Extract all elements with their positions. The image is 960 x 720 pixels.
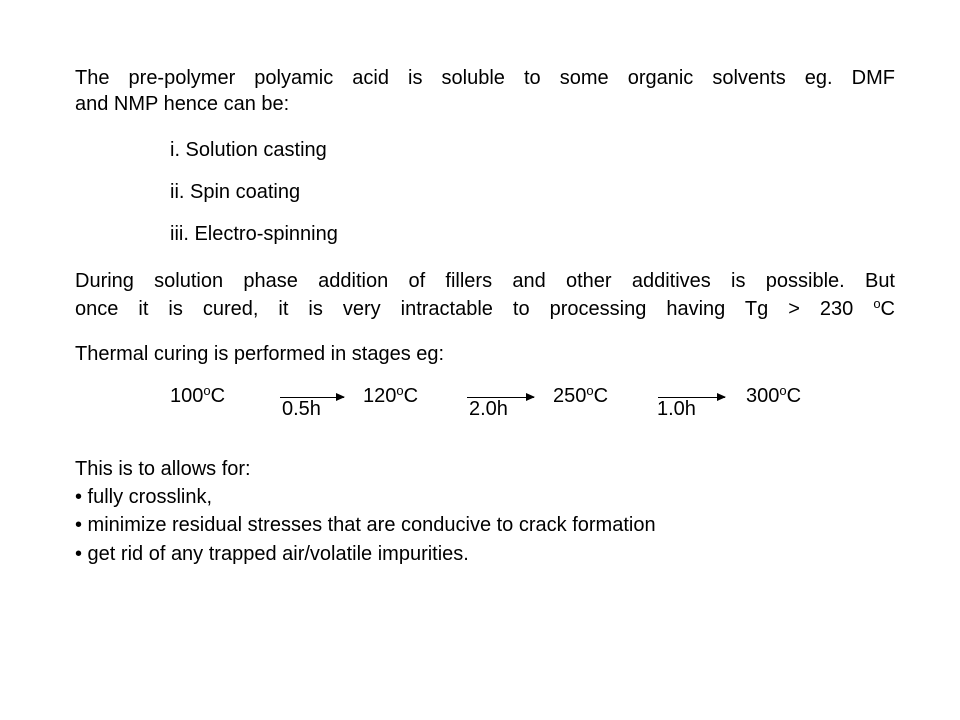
curing-duration-1: 0.5h bbox=[282, 398, 321, 420]
curing-step-1-sup: o bbox=[203, 383, 211, 398]
curing-step-2-sup: o bbox=[396, 383, 404, 398]
intro-line-2-text: and NMP hence can be: bbox=[75, 93, 290, 115]
intro-line-1 bbox=[75, 65, 895, 91]
curing-step-4 bbox=[746, 384, 801, 408]
curing-step-1 bbox=[170, 384, 225, 408]
method-item-1: i. Solution casting bbox=[170, 139, 327, 161]
curing-duration-3: 1.0h bbox=[657, 398, 696, 420]
intro-line-2 bbox=[75, 91, 895, 117]
method-item-3: iii. Electro-spinning bbox=[170, 223, 338, 245]
curing-step-3 bbox=[553, 384, 608, 408]
fillers-degree-unit: C bbox=[880, 298, 895, 320]
curing-step-3-value: 250 bbox=[553, 385, 587, 407]
arrowhead-icon bbox=[336, 393, 345, 401]
reasons-intro: This is to allows for: bbox=[75, 458, 251, 480]
curing-step-2 bbox=[363, 384, 418, 408]
curing-step-2-value: 120 bbox=[363, 385, 397, 407]
arrowhead-icon bbox=[717, 393, 726, 401]
fillers-line-2-prefix: once it is cured, it is very intractable to processing having Tg > 230 bbox=[75, 298, 874, 320]
curing-step-3-unit: C bbox=[593, 385, 609, 407]
reason-item-2: • minimize residual stresses that are conducive to crack formation bbox=[75, 514, 656, 536]
curing-step-3-sup: o bbox=[586, 383, 594, 398]
reason-item-1: • fully crosslink, bbox=[75, 486, 213, 508]
curing-step-2-unit: C bbox=[403, 385, 419, 407]
method-item-2: ii. Spin coating bbox=[170, 181, 301, 203]
fillers-degree-sup: o bbox=[873, 296, 881, 311]
reason-item-3: • get rid of any trapped air/volatile impurities. bbox=[75, 543, 469, 565]
curing-step-1-value: 100 bbox=[170, 385, 204, 407]
arrowhead-icon bbox=[526, 393, 535, 401]
curing-step-4-unit: C bbox=[786, 385, 802, 407]
curing-step-4-sup: o bbox=[779, 383, 787, 398]
curing-intro: Thermal curing is performed in stages eg: bbox=[75, 343, 445, 365]
curing-step-4-value: 300 bbox=[746, 385, 780, 407]
fillers-line-1 bbox=[75, 268, 895, 294]
curing-step-1-unit: C bbox=[210, 385, 226, 407]
curing-duration-2: 2.0h bbox=[469, 398, 508, 420]
fillers-line-1-text: During solution phase addition of fillers and other additives is possible. But bbox=[75, 270, 895, 292]
fillers-line-2 bbox=[75, 296, 895, 322]
intro-line-1-text: The pre-polymer polyamic acid is soluble to some organic solvents eg. DMF bbox=[75, 67, 895, 89]
